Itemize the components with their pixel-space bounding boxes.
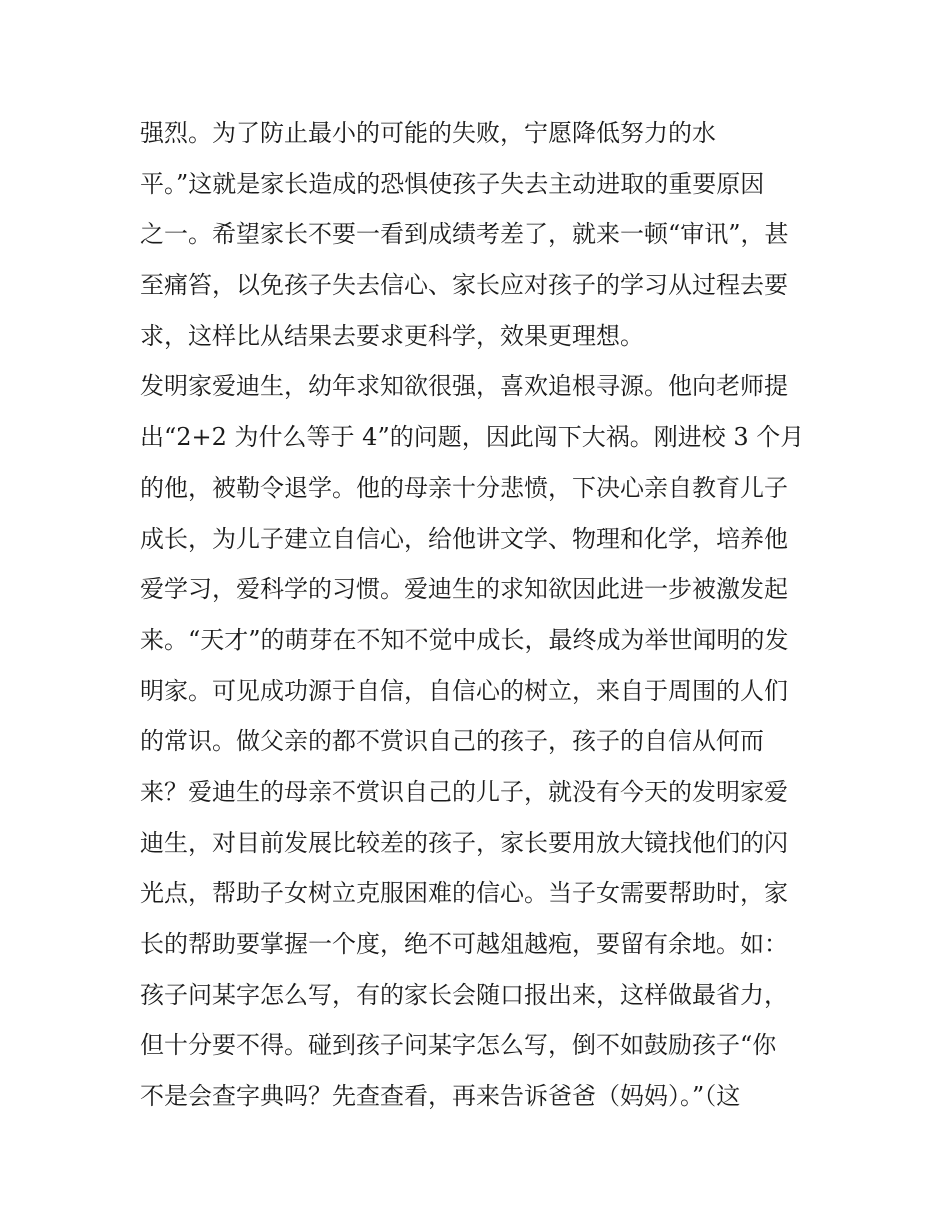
text-line: 发明家爱迪生，幼年求知欲很强，喜欢追根寻源。他向老师提	[140, 372, 788, 401]
text-line: 来？爱迪生的母亲不赏识自己的儿子，就没有今天的发明家爱	[140, 777, 788, 806]
text-line: 出“2+2 为什么等于 4”的问题，因此闯下大祸。刚进校 3 个月	[140, 423, 805, 452]
text-line: 的他，被勒令退学。他的母亲十分悲愤，下决心亲自教育儿子	[140, 473, 788, 502]
text-line: 明家。可见成功源于自信，自信心的树立，来自于周围的人们	[140, 676, 788, 705]
text-line: 迪生，对目前发展比较差的孩子，家长要用放大镜找他们的闪	[140, 828, 788, 857]
text-line: 爱学习，爱科学的习惯。爱迪生的求知欲因此进一步被激发起	[140, 575, 788, 604]
text-line: 之一。希望家长不要一看到成绩考差了，就来一顿“审讯”，甚	[140, 220, 789, 249]
text-line: 长的帮助要掌握一个度，绝不可越俎越疱，要留有余地。如：	[140, 930, 788, 958]
text-line: 孩子问某字怎么写，有的家长会随口报出来，这样做最省力，	[140, 980, 788, 1009]
text-line: 至痛笞，以免孩子失去信心、家长应对孩子的学习从过程去要	[140, 271, 788, 300]
text-line: 强烈。为了防止最小的可能的失败，宁愿降低努力的水	[140, 119, 716, 147]
text-line: 来。“天才”的萌芽在不知不觉中成长，最终成为举世闻明的发	[140, 625, 789, 654]
text-line: 平。”这就是家长造成的恐惧使孩子失去主动进取的重要原因	[140, 169, 765, 198]
body-text	[140, 108, 820, 1122]
text-line: 求，这样比从结果去要求更科学，效果更理想。	[140, 321, 644, 350]
text-line: 的常识。做父亲的都不赏识自己的孩子，孩子的自信从何而	[140, 727, 764, 756]
text-line: 光点，帮助子女树立克服困难的信心。当子女需要帮助时，家	[140, 879, 788, 908]
text-line: 成长，为儿子建立自信心，给他讲文学、物理和化学，培养他	[140, 524, 788, 553]
text-line: 但十分要不得。碰到孩子问某字怎么写，倒不如鼓励孩子“你	[140, 1031, 777, 1060]
text-line: 不是会查字典吗？先查查看，再来告诉爸爸（妈妈）。”（这	[140, 1082, 741, 1111]
